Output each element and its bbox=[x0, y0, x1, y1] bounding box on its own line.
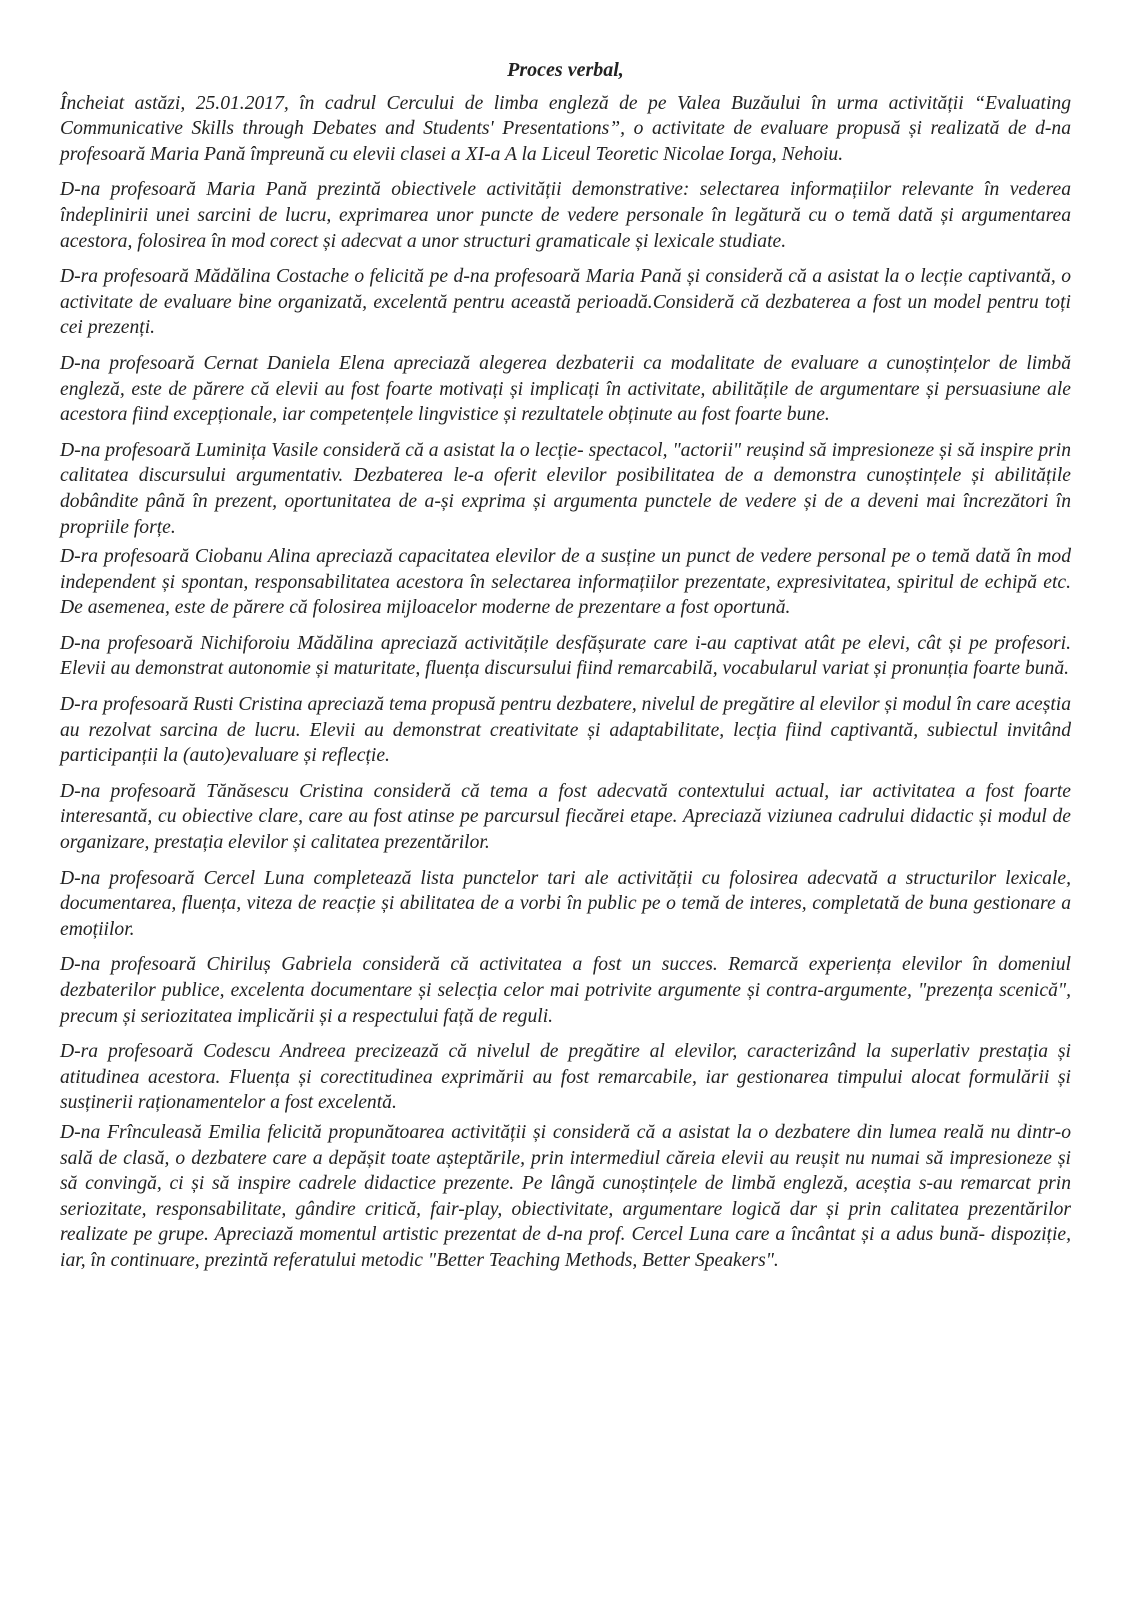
paragraph-frinculeasa: D-na Frînculeasă Emilia felicită propunătoarea activității și consideră că a asistat la o dezbatere din lumea reală nu dintr-o sală de clasă, o dezbatere care a depășit toate așteptările, prin intermediul căreia elevii au reușit nu numai să impresioneze și să convingă, ci și să inspire cadrele didactice prezente. Pe lângă cunoștințele de limbă engleză, aceștia s-au remarcat prin seriozitate, responsabilitate, gândire critică, fair-play, obiectivitate, argumentare logică dar și prin calitatea prezentărilor realizate pe grupe. Apreciază momentul artistic prezentat de d-na prof. Cercel Luna care a încântat și a adus bună- dispoziție, iar, în continuare, prezintă referatului metodic "Better Teaching Methods, Better Speakers". bbox=[60, 1121, 1071, 1271]
paragraph-chirilus: D-na profesoară Chiriluș Gabriela consideră că activitatea a fost un succes. Remarcă experiența elevilor în domeniul dezbaterilor publice, excelenta documentare și selecția celor mai potrivite argumente și contra-argumente, "prezența scenică", precum și seriozitatea implicării și a respectului față de reguli. bbox=[60, 954, 1071, 1027]
document-title: Proces verbal, bbox=[507, 59, 624, 81]
paragraph-ciobanu: D-ra profesoară Ciobanu Alina apreciază capacitatea elevilor de a susține un punct de vedere personal pe o temă dată în mod independent și spontan, responsabilitatea acestora în selectarea informațiilor prezentate, expresivitatea, spiritul de echipă etc. De asemenea, este de părere că folosirea mijloacelor moderne de prezentare a fost oportună. bbox=[60, 546, 1071, 619]
document-page bbox=[60, 58, 1071, 1284]
paragraph-rusti: D-ra profesoară Rusti Cristina apreciază tema propusă pentru dezbatere, nivelul de pregătire al elevilor și modul în care aceștia au rezolvat sarcina de lucru. Elevii au demonstrat creativitate și adaptabilitate, lecția fiind captivantă, subiectul invitând participanții la (auto)evaluare și reflecție. bbox=[60, 694, 1071, 767]
paragraph-tanasescu: D-na profesoară Tănăsescu Cristina consideră că tema a fost adecvată contextului actual, iar activitatea a fost foarte interesantă, cu obiective clare, care au fost atinse pe parcursul fiecărei etape. Apreciază viziunea cadrului didactic și modul de organizare, prestația elevilor și calitatea prezentărilor. bbox=[60, 780, 1071, 854]
paragraph-cercel: D-na profesoară Cercel Luna completează lista punctelor tari ale activității cu folosirea adecvată a structurilor lexicale, documentarea, fluența, viteza de reacție și abilitatea de a vorbi în public pe o temă de interes, completată de buna gestionare a emoțiilor. bbox=[60, 867, 1071, 940]
paragraph-vasile: D-na profesoară Luminița Vasile consideră că a asistat la o lecție- spectacol, "actorii" reușind să impresioneze și să inspire prin calitatea discursului argumentativ. Dezbaterea le-a oferit elevilor posibilitatea de a demonstra cunoștințele și abilitățile dobândite până în prezent, oportunitatea de a-și exprima și argumenta punctele de vedere și de a deveni mai încrezători în propriile forțe. bbox=[60, 439, 1071, 538]
paragraph-intro: Încheiat astăzi, 25.01.2017, în cadrul Cercului de limba engleză de pe Valea Buzăului în urma activității “Evaluating Communicative Skills through Debates and Students' Presentations”, o activitate de evaluare propusă și realizată de d-na profesoară Maria Pană împreună cu elevii clasei a XI-a A la Liceul Teoretic Nicolae Iorga, Nehoiu. bbox=[60, 92, 1071, 165]
paragraph-nichiforoiu: D-na profesoară Nichiforoiu Mădălina apreciază activitățile desfășurate care i-au captivat atât pe elevi, cât și pe profesori. Elevii au demonstrat autonomie și maturitate, fluența discursului fiind remarcabilă, vocabularul variat și pronunția foarte bună. bbox=[60, 632, 1071, 680]
paragraph-codescu: D-ra profesoară Codescu Andreea precizează că nivelul de pregătire al elevilor, caracterizând la superlativ prestația și atitudinea acestora. Fluența și corectitudinea exprimării au fost remarcabile, iar gestionarea timpului alocat formulării și susținerii raționamentelor a fost excelentă. bbox=[60, 1041, 1071, 1114]
paragraph-costache: D-ra profesoară Mădălina Costache o felicită pe d-na profesoară Maria Pană și consideră că a asistat la o lecție captivantă, o activitate de evaluare bine organizată, excelentă pentru această perioadă.Consideră că dezbaterea a fost un model pentru toți cei prezenți. bbox=[60, 266, 1071, 339]
paragraph-objectives: D-na profesoară Maria Pană prezintă obiectivele activității demonstrative: selectarea informațiilor relevante în vederea îndeplinirii unei sarcini de lucru, exprimarea unor puncte de vedere personale în legătură cu o temă dată și argumentarea acestora, folosirea în mod corect și adecvat a unor structuri gramaticale și lexicale studiate. bbox=[60, 179, 1071, 252]
paragraph-cernat: D-na profesoară Cernat Daniela Elena apreciază alegerea dezbaterii ca modalitate de evaluare a cunoștințelor de limbă engleză, este de părere că elevii au fost foarte motivați și implicați în activitate, abilitățile de argumentare și persuasiune ale acestora fiind excepționale, iar competențele lingvistice și rezultatele obținute au fost foarte bune. bbox=[60, 352, 1071, 426]
